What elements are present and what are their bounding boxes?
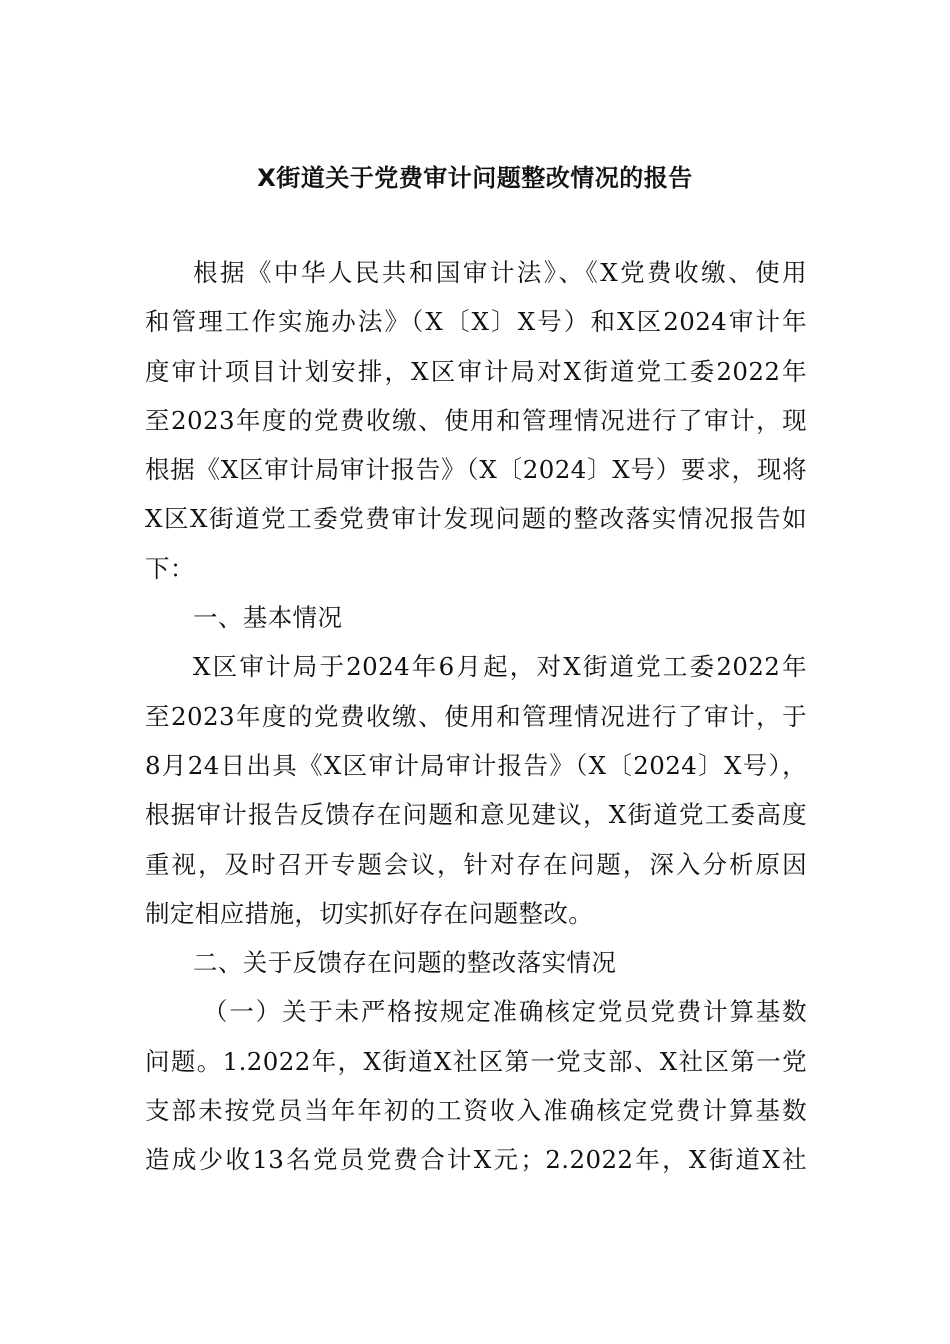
paragraph-line: 和管理工作实施办法》（X〔X〕X号）和X区2024审计年 xyxy=(145,307,807,337)
document-body xyxy=(145,248,807,1185)
paragraph-line: 至2023年度的党费收缴、使用和管理情况进行了审计，于 xyxy=(145,701,807,731)
paragraph-line: X区X街道党工委党费审计发现问题的整改落实情况报告如 xyxy=(145,504,807,534)
paragraph-line: 根据《中华人民共和国审计法》、《X党费收缴、使用 xyxy=(193,258,807,287)
subsection-line: （一）关于未严格按规定准确核定党员党费计算基数 xyxy=(203,997,807,1027)
paragraph-line: 下： xyxy=(145,553,195,583)
paragraph-line: 根据审计报告反馈存在问题和意见建议，X街道党工委高度 xyxy=(145,800,807,830)
document-title: X街道关于党费审计问题整改情况的报告 xyxy=(257,164,693,192)
paragraph-line: 8月24日出具《X区审计局审计报告》（X〔2024〕X号）， xyxy=(145,750,807,780)
paragraph-line: 造成少收13名党员党费合计X元；2.2022年，X街道X社 xyxy=(145,1145,807,1175)
paragraph-line: 支部未按党员当年年初的工资收入准确核定党费计算基数 xyxy=(145,1096,807,1126)
paragraph-line: 问题。1.2022年，X街道X社区第一党支部、X社区第一党 xyxy=(145,1046,807,1076)
section-heading: 一、基本情况 xyxy=(193,603,343,633)
paragraph-line: 重视，及时召开专题会议，针对存在问题，深入分析原因 xyxy=(145,849,807,879)
section-heading: 二、关于反馈存在问题的整改落实情况 xyxy=(193,948,617,978)
paragraph-line: 至2023年度的党费收缴、使用和管理情况进行了审计，现 xyxy=(145,405,807,435)
paragraph-line: 根据《X区审计局审计报告》（X〔2024〕X号）要求，现将 xyxy=(145,455,807,485)
paragraph-line: X区审计局于2024年6月起，对X街道党工委2022年 xyxy=(193,652,807,682)
paragraph-line: 制定相应措施，切实抓好存在问题整改。 xyxy=(145,898,594,928)
paragraph-line: 度审计项目计划安排，X区审计局对X街道党工委2022年 xyxy=(145,356,807,386)
